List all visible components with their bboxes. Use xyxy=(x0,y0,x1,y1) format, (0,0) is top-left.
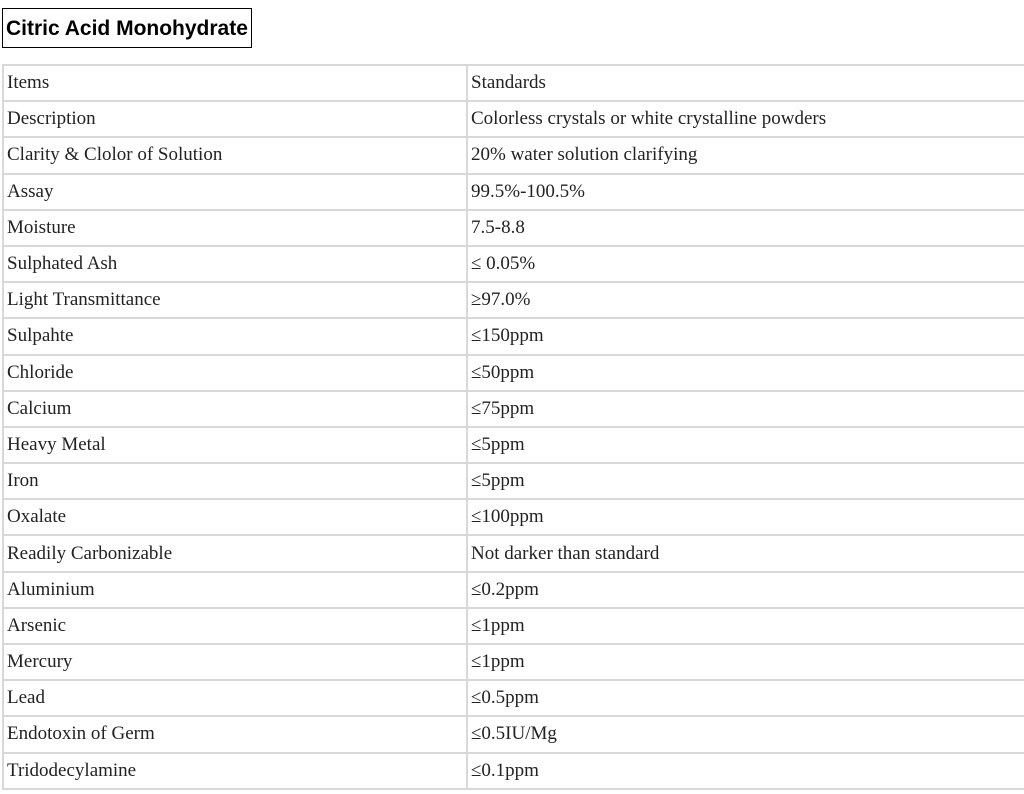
item-standard: 99.5%-100.5% xyxy=(467,174,1024,210)
item-name: Lead xyxy=(3,680,467,716)
table-row xyxy=(3,535,1024,571)
table-row xyxy=(3,572,1024,608)
item-name: Aluminium xyxy=(3,572,467,608)
item-standard: 20% water solution clarifying xyxy=(467,137,1024,173)
item-standard: ≥97.0% xyxy=(467,282,1024,318)
table-row xyxy=(3,101,1024,137)
item-name: Tridodecylamine xyxy=(3,753,467,789)
item-name: Calcium xyxy=(3,391,467,427)
item-standard: ≤1ppm xyxy=(467,608,1024,644)
table-row xyxy=(3,716,1024,752)
item-standard: Colorless crystals or white crystalline powders xyxy=(467,101,1024,137)
table-row xyxy=(3,137,1024,173)
item-name: Assay xyxy=(3,174,467,210)
item-name: Moisture xyxy=(3,210,467,246)
item-name: Heavy Metal xyxy=(3,427,467,463)
item-standard: ≤5ppm xyxy=(467,427,1024,463)
table-row xyxy=(3,499,1024,535)
item-standard: ≤0.5IU/Mg xyxy=(467,716,1024,752)
table-row xyxy=(3,463,1024,499)
item-standard: Not darker than standard xyxy=(467,535,1024,571)
header-standards: Standards xyxy=(467,65,1024,101)
specification-table-body xyxy=(3,65,1024,789)
item-standard: ≤0.1ppm xyxy=(467,753,1024,789)
table-row xyxy=(3,210,1024,246)
table-row xyxy=(3,644,1024,680)
specification-table xyxy=(2,64,1024,790)
item-standard: ≤0.2ppm xyxy=(467,572,1024,608)
item-name: Iron xyxy=(3,463,467,499)
item-standard: ≤150ppm xyxy=(467,318,1024,354)
item-name: Mercury xyxy=(3,644,467,680)
table-row xyxy=(3,391,1024,427)
table-row xyxy=(3,174,1024,210)
item-name: Description xyxy=(3,101,467,137)
item-standard: ≤0.5ppm xyxy=(467,680,1024,716)
item-standard: ≤ 0.05% xyxy=(467,246,1024,282)
table-row xyxy=(3,427,1024,463)
item-name: Chloride xyxy=(3,355,467,391)
header-items: Items xyxy=(3,65,467,101)
item-standard: ≤5ppm xyxy=(467,463,1024,499)
table-row xyxy=(3,318,1024,354)
item-name: Readily Carbonizable xyxy=(3,535,467,571)
table-row xyxy=(3,608,1024,644)
item-name: Arsenic xyxy=(3,608,467,644)
item-name: Sulpahte xyxy=(3,318,467,354)
item-standard: ≤50ppm xyxy=(467,355,1024,391)
item-standard: ≤75ppm xyxy=(467,391,1024,427)
item-name: Light Transmittance xyxy=(3,282,467,318)
item-name: Sulphated Ash xyxy=(3,246,467,282)
item-standard: ≤100ppm xyxy=(467,499,1024,535)
item-standard: ≤1ppm xyxy=(467,644,1024,680)
table-row xyxy=(3,753,1024,789)
table-row xyxy=(3,355,1024,391)
item-name: Endotoxin of Germ xyxy=(3,716,467,752)
page-title: Citric Acid Monohydrate xyxy=(2,8,252,48)
item-name: Clarity & Clolor of Solution xyxy=(3,137,467,173)
table-row xyxy=(3,282,1024,318)
item-standard: 7.5-8.8 xyxy=(467,210,1024,246)
table-row xyxy=(3,246,1024,282)
table-header-row xyxy=(3,65,1024,101)
table-row xyxy=(3,680,1024,716)
item-name: Oxalate xyxy=(3,499,467,535)
